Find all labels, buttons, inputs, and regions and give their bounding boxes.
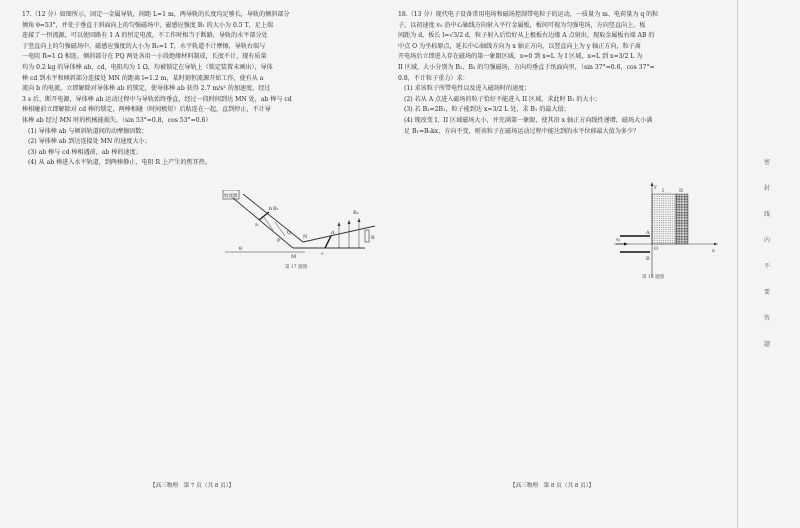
q18-sub-1: (1) 求该粒子所带电性以及进入磁场时的速度； (404, 85, 531, 93)
footer-page-7: 【高三物理 第 7 页（共 8 页）】 (150, 483, 235, 489)
seal-char: 内 (763, 237, 770, 244)
q17-line: 3 s 后，断开电源，导体棒 ab 运动过程中与导轨始终垂直，经过一段时间到达 MN 处，ab 棒与 cd (22, 95, 292, 103)
question-18-subquestions (398, 84, 738, 137)
fig18-label-region-II: II (679, 188, 683, 194)
fig17-label-P: P (277, 238, 281, 244)
question-17-stem (22, 10, 372, 127)
fig17-label-b: b (269, 206, 273, 212)
seal-char: 答 (763, 315, 770, 322)
seal-char: 不 (763, 263, 770, 270)
fig18-label-v0: v₀ (616, 238, 621, 243)
q17-line: 于竖直向上的匀强磁场中，磁感应强度的大小为 B₂=1 T，水平轨道不计摩擦，导轨右端与 (22, 42, 266, 50)
fig17-label-theta: θ (239, 246, 243, 252)
q17-line: 流向 b 的电流，立即解除对导体棒 ab 的锁定，使导体棒 ab 获得 2.7 m/s² 的加速度，经过 (22, 85, 271, 93)
question-18-stem (398, 10, 738, 84)
q17-line: 17.（12 分）如图所示，固定一金属导轨，间距 L=1 m，两导轨的长度均足够长，导轨的倾斜部分 (22, 11, 290, 18)
fig18-label-region-I: I (662, 188, 664, 194)
fig17-label-N: N (303, 234, 308, 240)
q17-line: 一电阻 R=1 Ω 相连，倾斜部分在 PQ 两处各用一小段绝缘材料制成，长度不计，现有质量 (22, 53, 267, 61)
figure-18-caption: 第 18 题图 (642, 275, 665, 280)
q18-line: 开电场后立即进入存在磁场的第一象限区域，x=0 到 x=L 为 I 区域，x=L 到 x=3/2 L 为 (398, 53, 643, 61)
seal-line-notice (762, 150, 772, 358)
q18-sub-2: (2) 若从 A 点进入磁场的粒子恰好不能进入 II 区域，求此时 B₁ 的大小； (404, 95, 601, 103)
q17-sub-1: (1) 导体棒 ab 与倾斜轨道间的动摩擦因数； (28, 127, 148, 135)
figure-17 (215, 190, 385, 270)
question-17-subquestions (22, 127, 372, 169)
fig17-label-a: a (255, 222, 258, 228)
fig18-label-y: y (654, 184, 657, 190)
fig18-label-B: B (646, 256, 650, 262)
q18-line: 18.（13 分）现代电子设备常用电场和磁场控制带电粒子的运动，一质量为 m、电荷量为 q 的粒 (398, 11, 659, 18)
q17-sub-2: (2) 导体棒 ab 到达连接处 MN 的速度大小； (28, 138, 151, 146)
question-17 (22, 10, 372, 169)
fig17-label-B2: B₂ (353, 210, 359, 216)
q17-line: 体棒 ab 经过 MN 时的机械能损失，（sin 53°=0.8，cos 53°=0.6） (22, 116, 212, 124)
q17-sub-4: (4) 从 ab 棒进入水平轨道，到两棒静止，电阻 R 上产生的焦耳热。 (28, 159, 211, 167)
footer-page-8: 【高三物理 第 8 页（共 8 页）】 (510, 483, 595, 489)
fig18-label-A: A (646, 230, 650, 236)
fig17-label-M: M (291, 254, 297, 260)
fig17-label-Q: Q (287, 230, 292, 236)
fig17-label-d: d (331, 230, 335, 236)
q17-line: 连接了一恒流源，可以使回路有 1 A 的恒定电流，不工作时相当于断路，导轨的水平部分处 (22, 32, 268, 40)
q17-line: 棒相碰前立即解除对 cd 棒的锁定，两棒相碰（时间极短）后粘连在一起，直到停止，不计导 (22, 106, 271, 114)
q18-line: 间距为 d，板长 l=√3/2 d，粒子射入后恰好从上极板右边缘 A 点射出，现取金属板右端 AB 的 (398, 32, 655, 40)
fig18-label-O: O (654, 246, 659, 252)
seal-char: 要 (763, 289, 770, 296)
q18-line: 0.8，不计粒子重力）求： (398, 74, 469, 82)
fig17-label-R: R (371, 235, 375, 241)
q17-line: 倾角 θ=53°，并处于垂直于斜面向上的匀强磁场中，磁感应强度 B₁ 的大小为 0.5 T，足上端 (22, 21, 274, 29)
q18-line: 子，以初速度 v₀ 沿中心轴线方向射入平行金属板，板间可视为匀强电场，方向竖直向上，板 (398, 21, 646, 29)
seal-char: 密 (763, 159, 770, 166)
q18-line: II 区域，大小分别为 B₁、B₂ 的匀强磁场，方向均垂直于纸面向里，（sin 37°=0.6，cos 37°= (398, 63, 655, 71)
seal-margin (737, 0, 800, 528)
question-18 (398, 10, 738, 137)
fig17-label-B1: B₁ (273, 206, 279, 212)
fig17-label-source: 恒流源 (224, 194, 238, 199)
q18-sub-4: (4) 现改变 I、II 区域磁场大小，并充满第一象限，使其沿 x 轴正方向线性递增，磁场大小满 (404, 116, 653, 124)
seal-char: 线 (763, 211, 770, 218)
seal-char: 封 (763, 185, 770, 192)
q17-line: 棒 cd 到水平和倾斜部分连接处 MN 的距离 l=1.2 m，某时刻恒流源开始工作，使有从 a (22, 74, 264, 82)
q18-line: 中点 O 为坐标原点，延长中心轴线方向为 x 轴正方向，以竖直向上为 y 轴正方向，粒子离 (398, 42, 641, 50)
fig18-label-x: x (712, 248, 715, 254)
q17-sub-3: (3) ab 棒与 cd 棒相遇前，ab 棒的速度； (28, 148, 142, 156)
seal-char: 题 (763, 341, 770, 348)
q18-sub-4-cont: 足 B₁=B₀kx，方向不变，则该粒子在磁场运动过程中能达到的水平位移最大值为多少？ (404, 127, 640, 135)
q17-line: 均为 0.2 kg 的导体棒 ab、cd，电阻均为 1 Ω，均被锁定在导轨上（锁定装置未画出），导体 (22, 63, 273, 71)
q18-sub-3: (3) 若 B₂=2B₁，粒子能到达 x=3/2 L 处，求 B₁ 的最大值； (404, 106, 570, 114)
fig17-label-c: c (321, 251, 324, 257)
figure-17-caption: 第 17 题图 (285, 265, 308, 270)
figure-18 (612, 180, 722, 280)
